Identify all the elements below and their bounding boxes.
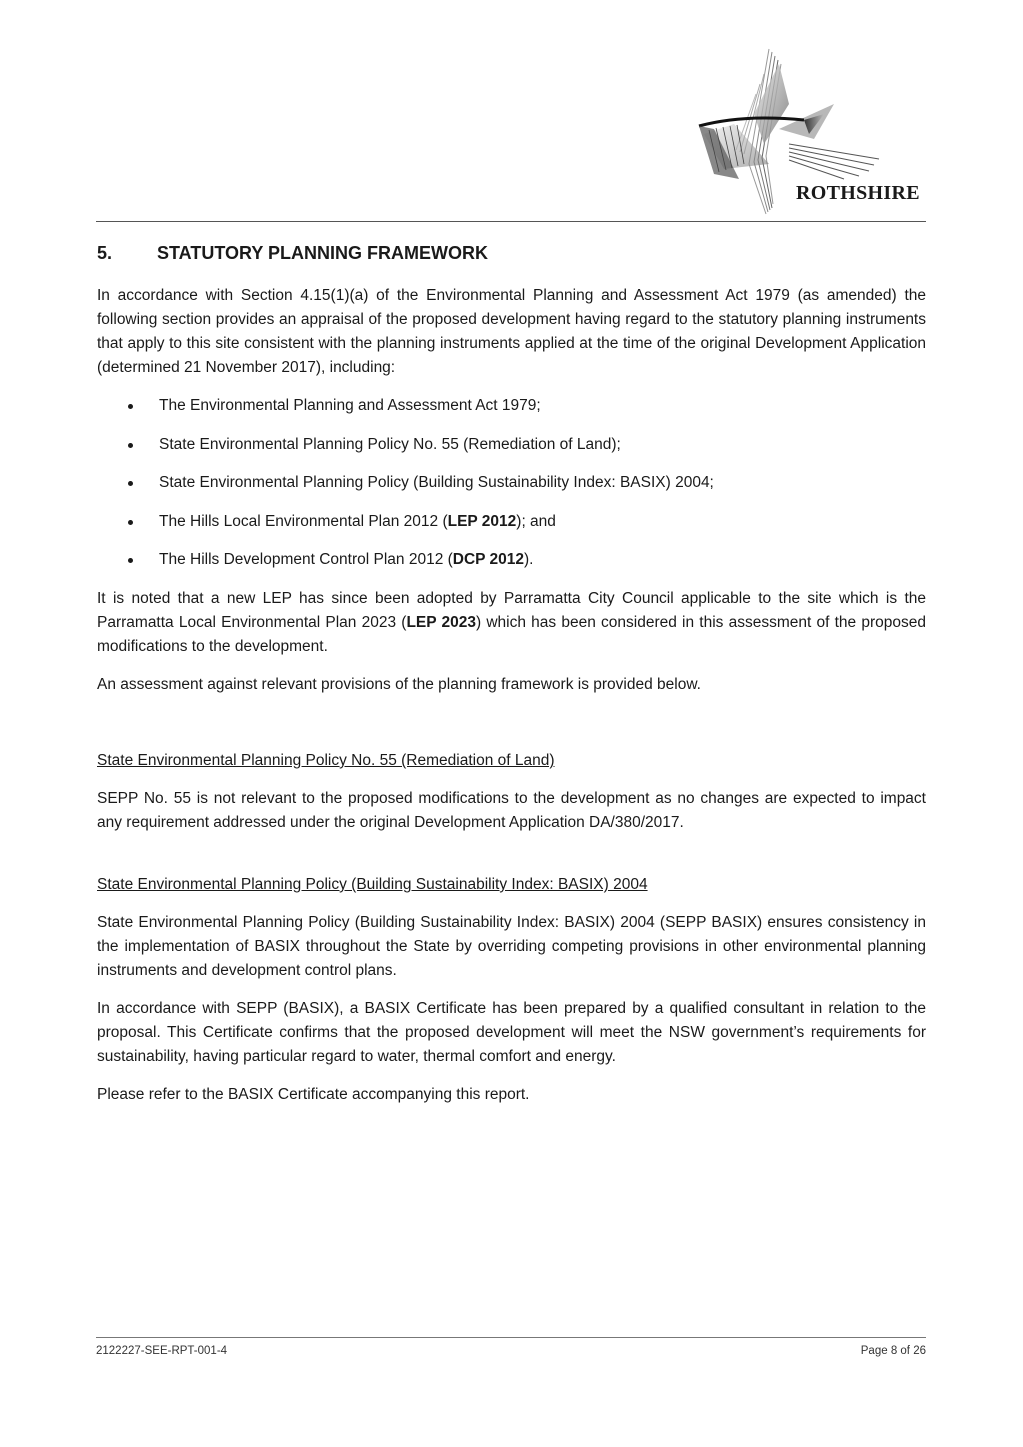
list-item-text: ). bbox=[524, 551, 534, 569]
list-item-text: State Environmental Planning Policy (Building Sustainability Index: BASIX) 2004; bbox=[159, 474, 714, 492]
abbreviation: LEP 2012 bbox=[447, 512, 517, 530]
section-heading bbox=[97, 240, 926, 266]
main-content bbox=[97, 240, 926, 1107]
logo-wordmark: ROTHSHIRE bbox=[796, 182, 920, 204]
paragraph-text: It is noted that a new LEP has since been adopted by Parramatta City Council applicable to the site which is the Parramatta Local Environmental Plan 2023 ( bbox=[97, 589, 926, 631]
intro-paragraph: In accordance with Section 4.15(1)(a) of the Environmental Planning and Assessment Act 1979 (as amended) the following section provides an appraisal of the proposed development having regard to the statutory planning instruments that apply to this site consistent with the planning instruments applied at the time of the original Development Application (determined 21 November 2017), including: bbox=[97, 287, 926, 376]
sepp55-paragraph: SEPP No. 55 is not relevant to the proposed modifications to the development as no changes are expected to impact any requirement addressed under the original Development Application DA/380/2017. bbox=[97, 789, 926, 831]
section-number: 5. bbox=[97, 243, 113, 263]
list-item bbox=[97, 394, 926, 418]
bullet-icon bbox=[128, 520, 133, 525]
basix-paragraph-2: In accordance with SEPP (BASIX), a BASIX Certificate has been prepared by a qualified consultant in relation to the proposal. This Certificate confirms that the proposed development will meet the NSW government’s requirements for sustainability, having particular regard to water, thermal comfort and energy. bbox=[97, 999, 926, 1065]
abbreviation: LEP 2023 bbox=[406, 613, 476, 631]
footer-divider bbox=[96, 1337, 926, 1338]
list-item bbox=[97, 433, 926, 457]
list-item-text: The Hills Local Environmental Plan 2012 ( bbox=[159, 512, 448, 530]
basix-heading: State Environmental Planning Policy (Building Sustainability Index: BASIX) 2004 bbox=[97, 875, 648, 893]
list-item bbox=[97, 510, 926, 534]
basix-paragraph-3: Please refer to the BASIX Certificate accompanying this report. bbox=[97, 1085, 530, 1103]
abbreviation: DCP 2012 bbox=[452, 551, 525, 569]
section-title: STATUTORY PLANNING FRAMEWORK bbox=[157, 243, 488, 263]
list-item-text: The Environmental Planning and Assessment Act 1979; bbox=[159, 397, 541, 414]
assessment-note-paragraph: An assessment against relevant provisions of the planning framework is provided below. bbox=[97, 675, 701, 693]
page-footer bbox=[96, 1345, 926, 1357]
bullet-icon bbox=[128, 558, 133, 563]
header-divider bbox=[96, 221, 926, 222]
sepp55-heading: State Environmental Planning Policy No. 55 (Remediation of Land) bbox=[97, 751, 555, 769]
basix-paragraph-1: State Environmental Planning Policy (Building Sustainability Index: BASIX) 2004 (SEPP BASIX) ensures consistency in the implementation of BASIX throughout the State by overriding competing provisions in other environmental planning instruments and development control plans. bbox=[97, 913, 926, 979]
page-number: Page 8 of 26 bbox=[860, 1345, 926, 1357]
bullet-icon bbox=[128, 404, 133, 409]
bullet-icon bbox=[128, 481, 133, 486]
document-reference: 2122227-SEE-RPT-001-4 bbox=[96, 1345, 228, 1357]
list-item bbox=[97, 471, 926, 495]
paragraph-text: ) which has been considered in this assessment of the proposed modifications to the development. bbox=[97, 613, 926, 655]
list-item-text: The Hills Development Control Plan 2012 ( bbox=[159, 551, 453, 569]
lep-note-paragraph bbox=[97, 587, 926, 659]
list-item bbox=[97, 548, 926, 572]
list-item-text: ); and bbox=[516, 512, 556, 530]
rothshire-logo bbox=[694, 44, 930, 220]
bullet-icon bbox=[128, 443, 133, 448]
list-item-text: State Environmental Planning Policy No. 55 (Remediation of Land); bbox=[159, 435, 621, 453]
instrument-list bbox=[97, 394, 926, 572]
